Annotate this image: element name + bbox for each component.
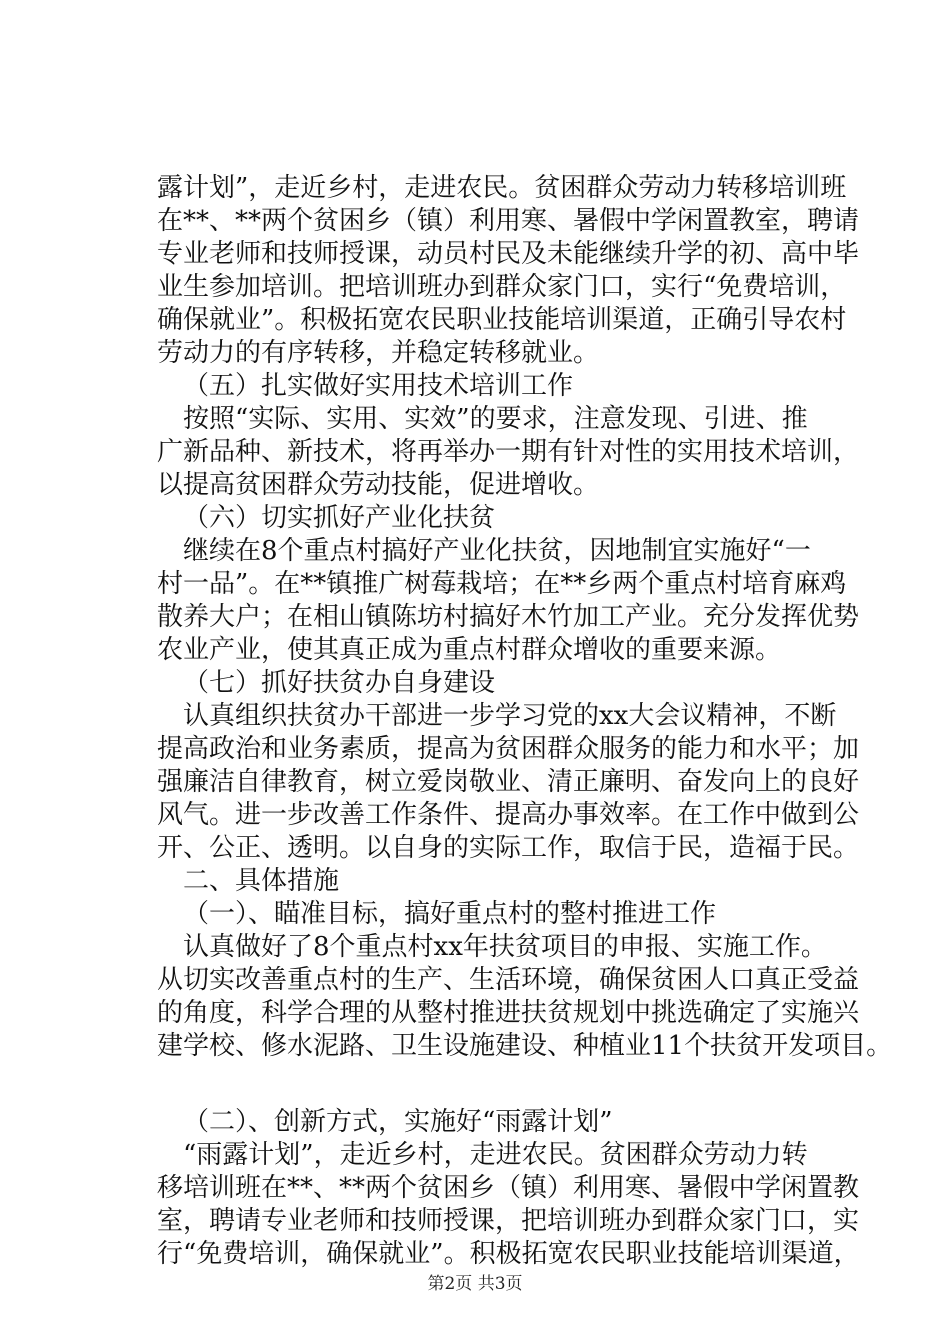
page-footer xyxy=(0,1274,950,1294)
text-line: 移培训班在**、**两个贫困乡（镇）利用寒、暑假中学闲置教 xyxy=(157,1173,860,1203)
page-number: 第2页 共3页 xyxy=(427,1274,523,1294)
text-line: 继续在8个重点村搞好产业化扶贫，因地制宜实施好“一 xyxy=(183,536,811,566)
heading-line: （一）、瞄准目标，搞好重点村的整村推进工作 xyxy=(183,899,717,929)
heading-line: 二、具体措施 xyxy=(183,866,340,896)
paragraph-rain-dew-continued xyxy=(157,172,860,370)
section-heading-five xyxy=(157,370,847,403)
heading-line: （六）切实抓好产业化扶贫 xyxy=(183,503,496,533)
text-line: 专业老师和技师授课，动员村民及未能继续升学的初、高中毕 xyxy=(157,239,860,269)
text-line: 业生参加培训。把培训班办到群众家门口，实行“免费培训， xyxy=(157,272,847,302)
text-line: 劳动力的有序转移，并稳定转移就业。 xyxy=(157,338,600,368)
text-line: 农业产业，使其真正成为重点村群众增收的重要来源。 xyxy=(157,635,782,665)
paragraph-key-villages xyxy=(157,931,893,1063)
text-line: 开、公正、透明。以自身的实际工作，取信于民，造福于民。 xyxy=(157,833,860,863)
text-line: 村一品”。在**镇推广树莓栽培；在**乡两个重点村培育麻鸡 xyxy=(157,569,847,599)
text-line: 在**、**两个贫困乡（镇）利用寒、暑假中学闲置教室，聘请 xyxy=(157,206,860,236)
text-line: “雨露计划”，走近乡村，走进农民。贫困群众劳动力转 xyxy=(183,1140,808,1170)
text-line: 行“免费培训，确保就业”。积极拓宽农民职业技能培训渠道， xyxy=(157,1239,860,1269)
text-line: 室，聘请专业老师和技师授课，把培训班办到群众家门口，实 xyxy=(157,1206,860,1236)
text-line: 确保就业”。积极拓宽农民职业技能培训渠道，正确引导农村 xyxy=(157,305,847,335)
subsection-heading-two xyxy=(157,1106,847,1139)
text-line: 从切实改善重点村的生产、生活环境，确保贫困人口真正受益 xyxy=(157,965,860,995)
heading-line: （二）、创新方式，实施好“雨露计划” xyxy=(183,1107,613,1137)
text-line: 风气。进一步改善工作条件、提高办事效率。在工作中做到公 xyxy=(157,800,860,830)
text-line: 认真做好了8个重点村xx年扶贫项目的申报、实施工作。 xyxy=(183,932,827,962)
heading-line: （七）抓好扶贫办自身建设 xyxy=(183,668,496,698)
text-line: 提高政治和业务素质，提高为贫困群众服务的能力和水平；加 xyxy=(157,734,860,764)
subsection-heading-one xyxy=(157,898,847,931)
text-line: 建学校、修水泥路、卫生设施建设、种植业11个扶贫开发项目。 xyxy=(157,1031,893,1061)
section-heading-six xyxy=(157,502,847,535)
document-body xyxy=(157,172,893,1271)
heading-line: （五）扎实做好实用技术培训工作 xyxy=(183,371,574,401)
text-line: 露计划”，走近乡村，走进农民。贫困群众劳动力转移培训班 xyxy=(157,173,847,203)
text-line: 的角度，科学合理的从整村推进扶贫规划中挑选确定了实施兴 xyxy=(157,998,860,1028)
text-line: 强廉洁自律教育，树立爱岗敬业、清正廉明、奋发向上的良好 xyxy=(157,767,860,797)
paragraph-industrial-poverty xyxy=(157,535,860,667)
section-heading-seven xyxy=(157,667,847,700)
text-line: 认真组织扶贫办干部进一步学习党的xx大会议精神，不断 xyxy=(183,701,837,731)
paragraph-self-construction xyxy=(157,700,860,865)
paragraph-tech-training xyxy=(157,403,860,502)
text-line: 广新品种、新技术，将再举办一期有针对性的实用技术培训， xyxy=(157,437,860,467)
section-heading-measures xyxy=(157,865,847,898)
text-line: 按照“实际、实用、实效”的要求，注意发现、引进、推 xyxy=(183,404,808,434)
paragraph-gap xyxy=(157,1063,847,1106)
paragraph-rain-dew-plan xyxy=(157,1139,860,1271)
text-line: 以提高贫困群众劳动技能，促进增收。 xyxy=(157,470,600,500)
text-line: 散养大户；在相山镇陈坊村搞好木竹加工产业。充分发挥优势 xyxy=(157,602,860,632)
